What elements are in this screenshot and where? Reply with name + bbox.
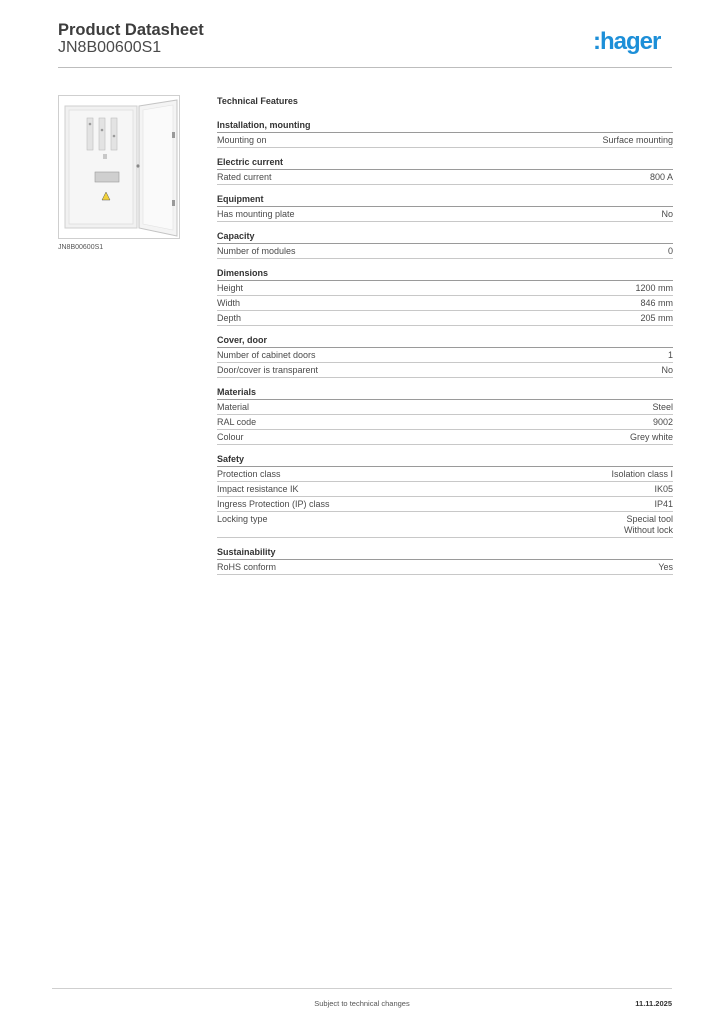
feature-value [611,469,673,480]
feature-value [635,283,673,294]
feature-label: Number of modules [217,246,296,256]
feature-value-line: Without lock [623,525,673,535]
feature-value [650,172,673,183]
feature-label: Protection class [217,469,281,479]
feature-label: RoHS conform [217,562,277,572]
feature-value-line: 846 mm [640,298,673,308]
feature-value-line: Steel [652,402,673,412]
logo-text: :hager [593,28,661,55]
feature-value-line: Special tool [626,514,673,524]
product-code: JN8B00600S1 [58,39,162,56]
feature-value-line: Surface mounting [602,135,673,145]
feature-row [217,311,673,326]
feature-label: Material [217,402,250,412]
section-heading: Materials [217,386,673,400]
feature-label: Has mounting plate [217,209,295,219]
header-divider [58,67,672,68]
feature-value [668,350,673,361]
feature-value-line: 0 [667,246,673,256]
feature-section [217,267,673,326]
feature-label: Rated current [217,172,272,182]
feature-label: Number of cabinet doors [217,350,316,360]
feature-section [217,119,673,148]
feature-section [217,156,673,185]
section-heading: Cover, door [217,334,673,348]
feature-value-line: 800 A [649,172,673,182]
feature-section [217,546,673,575]
feature-value [602,135,673,146]
feature-row [217,363,673,378]
feature-row [217,482,673,497]
feature-value-line: Isolation class I [611,469,673,479]
feature-value-line: IP41 [654,499,673,509]
feature-value [624,514,673,536]
feature-row [217,244,673,259]
feature-row [217,281,673,296]
feature-value [653,417,673,428]
features-sections [217,119,673,575]
feature-value-line: Yes [658,562,673,572]
feature-row [217,512,673,538]
feature-label: Height [217,283,244,293]
hager-logo [593,27,673,57]
feature-row [217,497,673,512]
feature-value-line: 1200 mm [635,283,673,293]
feature-row [217,415,673,430]
feature-value [658,562,673,573]
feature-value [661,365,673,376]
feature-value [654,499,673,510]
feature-value-line: IK05 [654,484,673,494]
section-heading: Capacity [217,230,673,244]
feature-label: Impact resistance IK [217,484,299,494]
feature-label: Ingress Protection (IP) class [217,499,330,509]
section-heading: Sustainability [217,546,673,560]
product-image [58,95,180,239]
footer-date: 11.11.2025 [635,999,672,1008]
technical-features [217,95,673,583]
feature-label: Mounting on [217,135,267,145]
feature-section [217,230,673,259]
feature-value-line: No [661,365,673,375]
feature-row [217,560,673,575]
feature-value-line: 205 mm [640,313,673,323]
document-title: Product Datasheet [58,21,204,39]
feature-value [630,432,673,443]
feature-value-line: No [661,209,673,219]
feature-value [654,484,673,495]
section-heading: Installation, mounting [217,119,673,133]
feature-label: Width [217,298,241,308]
footer-note: Subject to technical changes [314,999,410,1008]
feature-label: RAL code [217,417,257,427]
feature-value-line: 9002 [652,417,673,427]
distribution-board-illustration [59,96,179,238]
feature-row [217,348,673,363]
section-heading: Equipment [217,193,673,207]
feature-label: Depth [217,313,242,323]
feature-value [652,402,673,413]
feature-row [217,133,673,148]
feature-row [217,296,673,311]
feature-row [217,400,673,415]
feature-section [217,386,673,445]
footer-divider [52,988,672,989]
feature-row [217,430,673,445]
features-title: Technical Features [217,96,298,106]
feature-section [217,453,673,538]
feature-value [661,209,673,220]
feature-label: Locking type [217,514,268,524]
feature-value-line: 1 [667,350,673,360]
feature-section [217,193,673,222]
feature-value-line: Grey white [629,432,673,442]
feature-row [217,207,673,222]
feature-label: Door/cover is transparent [217,365,319,375]
feature-value [640,313,673,324]
section-heading: Dimensions [217,267,673,281]
feature-value [668,246,673,257]
section-heading: Electric current [217,156,673,170]
feature-section [217,334,673,378]
feature-row [217,467,673,482]
feature-label: Colour [217,432,244,442]
feature-row [217,170,673,185]
section-heading: Safety [217,453,673,467]
image-caption: JN8B00600S1 [58,244,104,251]
feature-value [640,298,673,309]
